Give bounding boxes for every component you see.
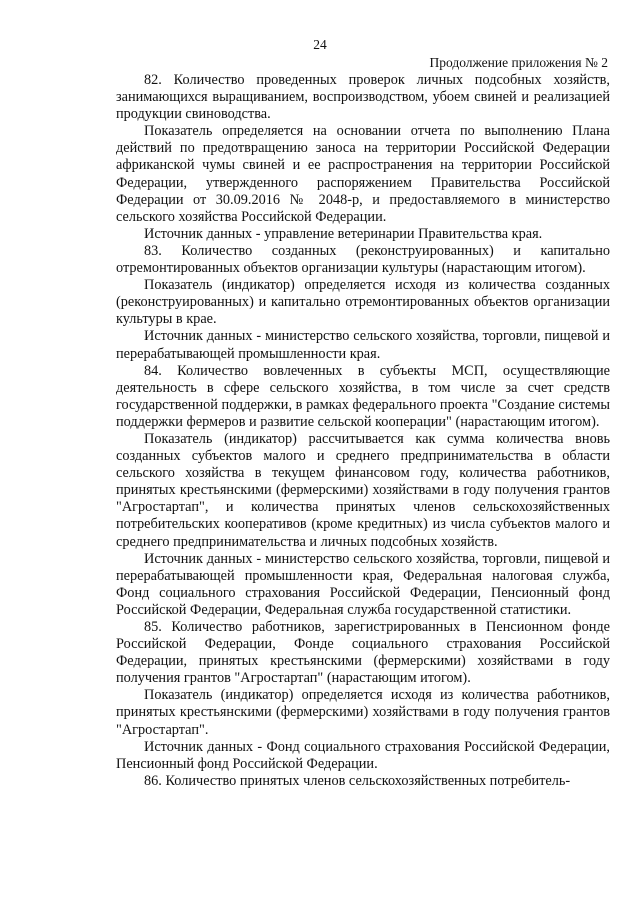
paragraph-83-source: Источник данных - министерство сельского хозяйства, торговли, пищевой и перерабатывающей промышленности края.: [116, 328, 610, 362]
paragraph-84-definition: Показатель (индикатор) рассчитывается как сумма количества вновь созданных субъектов малого и среднего предпринимательства в области сельского хозяйства в текущем финансовом году, количества работников, принятых крестьянскими (фермерскими) хозяйствами в году получения грантов "Агростартап", и количества принятых членов сельскохозяйственных потребительских кооперативов (кроме кредитных) из числа субъектов малого и среднего предпринимательства и личных подсобных хозяйств.: [116, 430, 610, 550]
appendix-continuation-label: Продолжение приложения № 2: [429, 55, 608, 70]
page-number: 24: [313, 37, 327, 52]
paragraph-85-source: Источник данных - Фонд социального страхования Российской Федерации, Пенсионный фонд Российской Федерации.: [116, 738, 610, 772]
paragraph-86-title: 86. Количество принятых членов сельскохозяйственных потребитель-: [144, 772, 571, 789]
paragraph-82-title: 82. Количество проведенных проверок личных подсобных хозяйств, занимающихся выращиванием, воспроизводством, убоем свиней и реализацией продукции свиноводства.: [116, 72, 610, 123]
paragraph-82-definition: Показатель определяется на основании отчета по выполнению Плана действий по предотвращению заноса на территории Российской Федерации африканской чумы свиней и ее распространения на территории Российской Федерации, утвержденного распоряжением Правительства Российской Федерации от 30.09.2016 № 2048-р, и предоставляемого в министерство сельского хозяйства Российской Федерации.: [116, 123, 610, 225]
paragraph-85-definition: Показатель (индикатор) определяется исходя из количества работников, принятых крестьянскими (фермерскими) хозяйствами в году получения грантов "Агростартап".: [116, 687, 610, 738]
document-body: [116, 72, 610, 790]
paragraph-83-definition: Показатель (индикатор) определяется исходя из количества созданных (реконструированных) и капитально отремонтированных объектов организации культуры в крае.: [116, 277, 610, 328]
paragraph-85-title: 85. Количество работников, зарегистрированных в Пенсионном фонде Российской Федерации, Фонде социального страхования Российской Федерации, принятых крестьянскими (фермерскими) хозяйствами в году получения грантов "Агростартап" (нарастающим итогом).: [116, 619, 610, 687]
paragraph-83-title: 83. Количество созданных (реконструированных) и капитально отремонтированных объектов организации культуры (нарастающим итогом).: [116, 242, 610, 277]
paragraph-82-source: Источник данных - управление ветеринарии Правительства края.: [144, 225, 543, 242]
paragraph-84-source: Источник данных - министерство сельского хозяйства, торговли, пищевой и перерабатывающей промышленности края, Федеральная налоговая служба, Фонд социального страхования Российской Федерации, Пенсионный фонд Российской Федерации, Федеральная служба государственной статистики.: [116, 550, 610, 618]
paragraph-84-title: 84. Количество вовлеченных в субъекты МСП, осуществляющие деятельность в сфере сельского хозяйства, в том числе за счет средств государственной поддержки, в рамках федерального проекта "Создание системы поддержки фермеров и развитие сельской кооперации" (нарастающим итогом).: [116, 362, 610, 430]
